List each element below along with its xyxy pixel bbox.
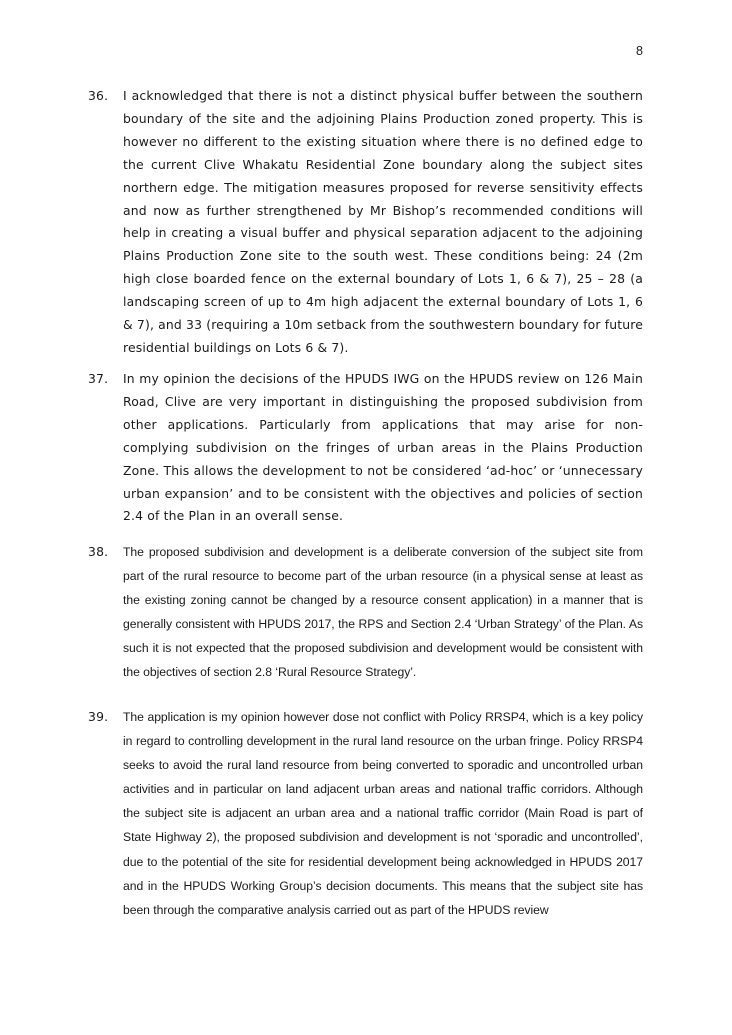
paragraph-text: The proposed subdivision and development is a deliberate conversion of the subject site from part of the rural resource to become part of the urban resource (in a physical sense at least as the existing zoning cannot be changed by a resource consent application) in a manner that is generally consistent with HPUDS 2017, the RPS and Section 2.4 ‘Urban Strategy’ of the Plan. As such it is not expected that the proposed subdivision and development would be consistent with the objectives of section 2.8 ‘Rural Resource Strategy’. — [123, 545, 643, 680]
paragraph-number: 38. — [88, 544, 109, 559]
paragraph-text: The application is my opinion however dose not conflict with Policy RRSP4, which is a key policy in regard to controlling development in the rural land resource on the urban fringe. Policy RRSP4 seeks to avoid the rural land resource from being converted to sporadic and uncontrolled urban activities and in particular on land adjacent urban areas and national traffic corridors. Although the subject site is adjacent an urban area and a national traffic corridor (Main Road is part of State Highway 2), the proposed subdivision and development is not ‘sporadic and uncontrolled’, due to the potential of the site for residential development being acknowledged in HPUDS 2017 and in the HPUDS Working Group’s decision documents. This means that the subject site has been through the comparative analysis carried out as part of the HPUDS review — [123, 710, 643, 917]
paragraph-number: 39. — [88, 709, 109, 724]
paragraph-text: I acknowledged that there is not a distinct physical buffer between the southern boundary of the site and the adjoining Plains Production zoned property. This is however no different to the existing situation where there is no defined edge to the current Clive Whakatu Residential Zone boundary along the subject sites northern edge. The mitigation measures proposed for reverse sensitivity effects and now as further strengthened by Mr Bishop’s recommended conditions will help in creating a visual buffer and physical separation adjacent to the adjoining Plains Production Zone site to the south west. These conditions being: 24 (2m high close boarded fence on the external boundary of Lots 1, 6 & 7), 25 – 28 (a landscaping screen of up to 4m high adjacent the external boundary of Lots 1, 6 & 7), and 33 (requiring a 10m setback from the southwestern boundary for future residential buildings on Lots 6 & 7). — [123, 88, 643, 355]
paragraph-39 — [88, 705, 643, 922]
paragraph-37 — [88, 368, 643, 528]
paragraph-text: In my opinion the decisions of the HPUDS IWG on the HPUDS review on 126 Main Road, Clive are very important in distinguishing the proposed subdivision from other applications. Particularly from applications that may arise for non-complying subdivision on the fringes of urban areas in the Plains Production Zone. This allows the development to not be considered ‘ad-hoc’ or ‘unnecessary urban expansion’ and to be consistent with the objectives and policies of section 2.4 of the Plan in an overall sense. — [123, 371, 643, 524]
paragraph-number: 36. — [88, 88, 109, 103]
page-number: 8 — [636, 44, 643, 58]
paragraph-number: 37. — [88, 371, 109, 386]
paragraph-36 — [88, 85, 643, 360]
paragraph-38 — [88, 540, 643, 685]
